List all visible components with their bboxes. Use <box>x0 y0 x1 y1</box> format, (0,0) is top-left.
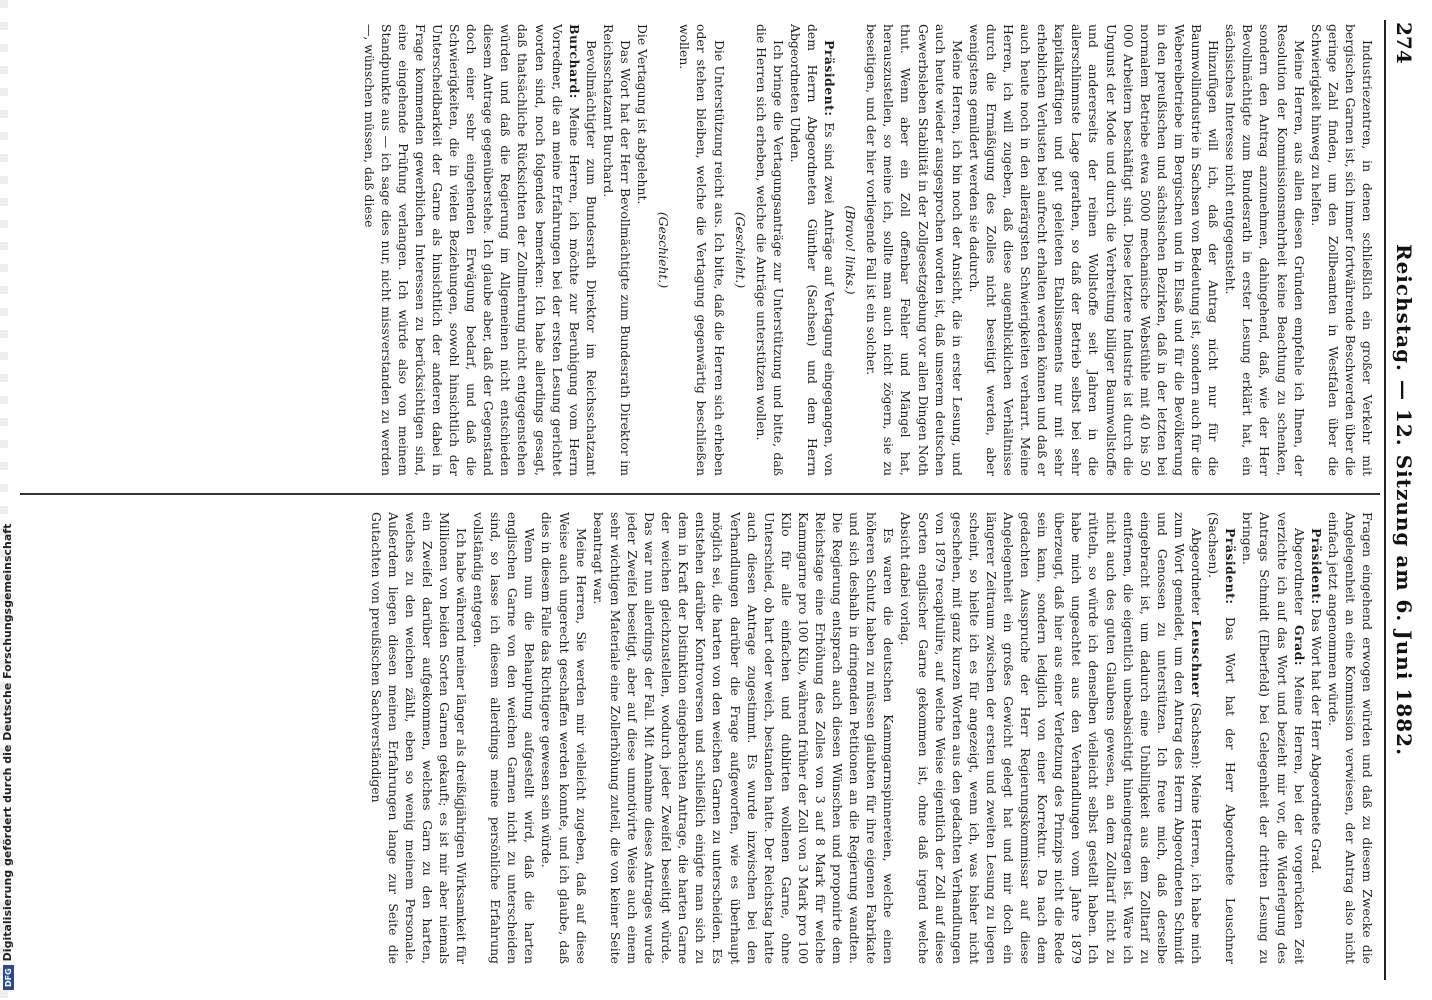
speech-text: Das Wort hat der Herr Abgeordnete Grad. <box>1308 604 1324 874</box>
speech-text: Meine Herren, bei der vorgerückten Zeit verzichte ich auf das Wort und bezieht mir vor, die Widerlegung des Antrags Schmidt (Elberfeld) bei Gelegenheit der dritten Lesung zu bringen. <box>1240 512 1307 964</box>
speaker-name: Leuschner <box>1189 620 1205 698</box>
speaker-role: Abgeordneter <box>1291 528 1307 626</box>
paragraph: Die Vertagung ist abgelehnt. <box>635 24 651 205</box>
page-title: Reichstag. — 12. Sitzung am 6. Juni 1882. <box>1392 243 1416 757</box>
paragraph: (Geschieht.) <box>732 211 748 289</box>
left-column <box>18 24 1376 476</box>
speaker-role: Bevollmächtigter zum Bundesrath Direktor im Reichsschatzamt <box>583 40 599 476</box>
paragraph: Ich bringe die Vertagungsanträge zur Unterstützung und bitte, daß die Herren sich erheben, welche die Anträge unterstützen wollen. <box>753 24 786 476</box>
page-header <box>1388 22 1422 978</box>
dfg-logo-icon: DFG <box>3 965 14 990</box>
paragraph: Meine Herren, aus allen diesen Gründen empfehle ich Ihnen, der Resolution der Kommissionsmehrheit keine Beachtung zu schenken, sondern den Antrag anzunehmen, dahingehend, daß, wie der Herr Bevollmächtigte zum Bundesrath in erster Lesung erklärt hat, ein sächsisches Interesse nicht entgegensteht. <box>1223 24 1307 476</box>
column-divider <box>20 493 1380 495</box>
speech-text: Es sind zwei Anträge auf Vertagung eingegangen, von dem Herrn Abgeordneten Günther (Sachsen) und dem Herrn Abgeordneten Uhden. <box>787 24 838 476</box>
paragraph: Meine Herren, Sie werden mir vielleicht zugeben, daß auf diese Weise auch ungerecht geschaffen werden konnte, und ich glaube, daß dies in diesem Falle das Richtigere gewesen sein würde. <box>539 512 589 964</box>
speaker-name: Präsident: <box>1308 528 1324 605</box>
paragraph: Ich habe während meiner länger als dreißigjährigen Wirksamkeit für Millionen von beiden Sorten Garnen gekauft; es ist mir aber niemals ein Zweifel darüber aufgekommen, welches Garn zu den harten, welches zu den weichen zählt, eben so wenig meinem Personale. Außerdem liegen diesen meinen Erfahrungen lange zur Seite die Gutachten von preußischen Sachverständigen <box>368 512 470 964</box>
paragraph: Die Unterstützung reicht aus. Ich bitte, daß die Herren sich erheben oder stehen bleiben, welche die Vertagung gegenwärtig beschließen wollen. <box>677 24 727 476</box>
paragraph <box>1308 512 1325 964</box>
paragraph <box>361 24 600 476</box>
paragraph <box>897 512 1205 964</box>
page-number: 274 <box>1392 22 1416 64</box>
credit-text: Digitalisierung gefördert durch die Deutsche Forschungsgemeinschaft <box>1 523 14 962</box>
paragraph: Es waren die deutschen Kammgarnspinnereien, welche einen höheren Schutz haben zu müssen glaubten für ihre eigenen Fabrikate und sich deshalb in dringenden Petitionen an die Regierung wandten. Die Regierung entsprach auch diesen Wünschen und proponirte dem Reichstage eine Erhöhung des Zolles von 3 auf 8 Mark für welche Kammgarne pro 100 Kilo, während früher der Zoll von 3 Mark pro 100 Kilo für alle einfachen und dublirten wollenen Garne, ohne Unterschied, ob hart oder weich, bestanden hatte. Der Reichstag hatte auch diesen Antrage zugestimmt. Es wurde inzwischen bei den Verhandlungen darüber die Frage aufgeworfen, wie es überhaupt möglich sei, die harten von den weichen Garnen zu unterscheiden. Es entstehen darüber Kontroversen und schließlich einigte man sich zu dem in Kraft der Distinktion eingebrachten Antrage, die harten Garne der weichen gleichzustellen, wodurch jeder Zweifel beseitigt würde. Das war nun allerdings der Fall. Mit Annahme dieses Antrages wurde jeder Zweifel beseitigt, aber auf diese unmotivirte Weise auch einem sehr wichtigen Materiale eine Zollerhöhung zuteil, die von keiner Seite beantragt war. <box>590 512 897 964</box>
speaker-role: Abgeordneter <box>1189 528 1205 621</box>
paragraph: Industriezentren, in denen schließlich ein großer Verkehr mit bergischen Garnen ist, sich immer fortwährende Beschwerden über die geringe Zahl finden, um den Zollbeamten in Westfalen über die Schwierigkeit hinweg zu helfen. <box>1308 24 1375 476</box>
speech-text: Meine Herren, ich möchte zur Beruhigung vom Herrn Vorredner, die an meine Erfahrungen bei der ersten Lesung gerichtet worden sind, noch folgendes bemerken: Ich habe allerdings gesagt, daß thatsächliche Rücksichten der Zollmehrung nicht entgegenstehen würden und daß die Regierung im Allgemeinen nicht entschieden diesem Antrage gegenüberstehe. Ich glaube aber, daß der Gegenstand doch einer sehr eingehenden Erwägung bedarf, und daß die Schwierigkeiten, die in vielen Beziehungen, sowohl hinsichtlich der Unterscheidbarkeit der Garne als hinsichtlich der anderen dabei in Frage kommenden gewerblichen Interessen zu berücksichtigen sind, eine eingehende Prüfung verlangen. Ich würde also von meinem Standpunkte aus — ich sage dies nur, nicht missverstanden zu werden —, wünschen müssen, daß diese <box>361 24 582 476</box>
paragraph <box>1239 512 1307 964</box>
paragraph <box>787 24 838 476</box>
paragraph: Das Wort hat der Herr Bevollmächtigte zum Bundesrath Direktor im Reichsschatzamt Burchard. <box>600 24 634 476</box>
paragraph: Meine Herren, ich bin noch der Ansicht, die in erster Lesung, und auch heute wieder ausgesprochen worden ist, daß unserem deutschen Gewerbsleben Stabilität in der Zollgesetzgebung vor allen Dingen Noth thut. Wenn aber ein Zoll offenbar Fehler und Mängel hat, herauszustellen, so meine ich, sollte man auch nicht zögern, sie zu beseitigen, und der hier vorliegende Fall ist ein solcher. <box>864 24 965 476</box>
speaker-name: Burchard: <box>566 24 582 99</box>
digitization-credit <box>1 524 14 990</box>
speech-text: Das Wort hat der Herr Abgeordnete Leuschner (Sachsen). <box>1206 512 1239 964</box>
paragraph: (Geschieht.) <box>656 211 672 289</box>
paragraph: Wenn nun die Behauptung aufgestellt wird, daß die harten englischen Garne von den weichen Garnen nicht zu unterscheiden sind, so lasse ich diesem allerdings meine persönliche Erfahrung vollständig entgegen. <box>471 512 538 964</box>
right-column <box>18 512 1376 964</box>
paragraph: Hinzufügen will ich, daß der Antrag nicht nur für die Baumwollindustrie in Sachsen von Bedeutung ist, sondern auch für die Webereibetriebe im Bergischen und in Elsaß und für die Bevölkerung in den preußischen und sächsischen Bezirken, daß in der letzten bei normalem Betriebe etwa 5000 mechanische Webstühle mit 40 bis 50 000 Arbeitern beschäftigt sind. Diese letztere Industrie ist durch die Ungunst der Mode und durch die Verbreitung billiger Baumwollstoffe und andererseits der reinen Wollstoffe seit Jahren in die allerschlimmste Lage gerathen, so daß der Betrieb selbst bei sehr kapitalkräftigen und gut geleiteten Etablissements nur mit sehr erheblichen Verlusten bei aufrecht erhalten werden können und daß er auch heute noch in den allerärgsten Schwierigkeiten verharrt. Meine Herren, ich will zugeben, daß diese augenblicklichen Verhältnisse durch die Ermäßigung des Zolles nicht beseitigt werden, aber wenigstens gemildert werden sie dadurch. <box>966 24 1222 476</box>
paragraph: Fragen eingehend erwogen würden und daß zu diesem Zwecke die Angelegenheit an eine Kommission verwiesen, der Antrag also nicht einfach jetzt angenommen würde. <box>1325 512 1375 964</box>
speaker-name: Präsident: <box>822 40 838 117</box>
speaker-name: Grad: <box>1291 625 1307 666</box>
speaker-name: Präsident: <box>1223 528 1239 605</box>
speech-text: (Sachsen): Meine Herren, ich habe mich zum Wort gemeldet, um den Antrag des Herrn Abgeordneten Schmidt und Genossen zu unterstützen. Ich freue mich, daß derselbe eingebracht ist, um dadurch eine Unbilligkeit aus dem Zolltarif zu entfernen, die eigentlich unbeabsichtigt hineingetragen ist. Wäre ich nicht auch des guten Glaubens gewesen, an dem Zolltarif nicht zu rütteln, so würde ich denselben vielleicht selbst gestellt haben. Ich habe mich ungeachtet aus den Verhandlungen vom Jahre 1879 überzeugt, daß hier aus einer Verletzung des Prinzips nicht die Rede sein kann, sondern lediglich von einer Korrektur. Da nach dem gedachten Ausspruche der Herr Regierungskommissar auf diese Angelegenheit ein großes Gewicht gelegt hat und mir doch ein längerer Zeitraum zwischen der ersten und zweiten Lesung zu liegen scheint, so hielte ich es für angezeigt, wenn ich, was bisher nicht geschehen, mit ganz kurzen Worten aus den gedachten Verhandlungen von 1879 recapitulire, auf welche Weise eigentlich der Zoll auf diese Sorten englischer Garne gekommen ist, ohne daß irgend welche Absicht dabei vorlag. <box>898 512 1205 964</box>
paragraph: (Bravo! links.) <box>843 205 859 295</box>
paragraph <box>1205 512 1239 964</box>
header-rule <box>1384 20 1386 980</box>
